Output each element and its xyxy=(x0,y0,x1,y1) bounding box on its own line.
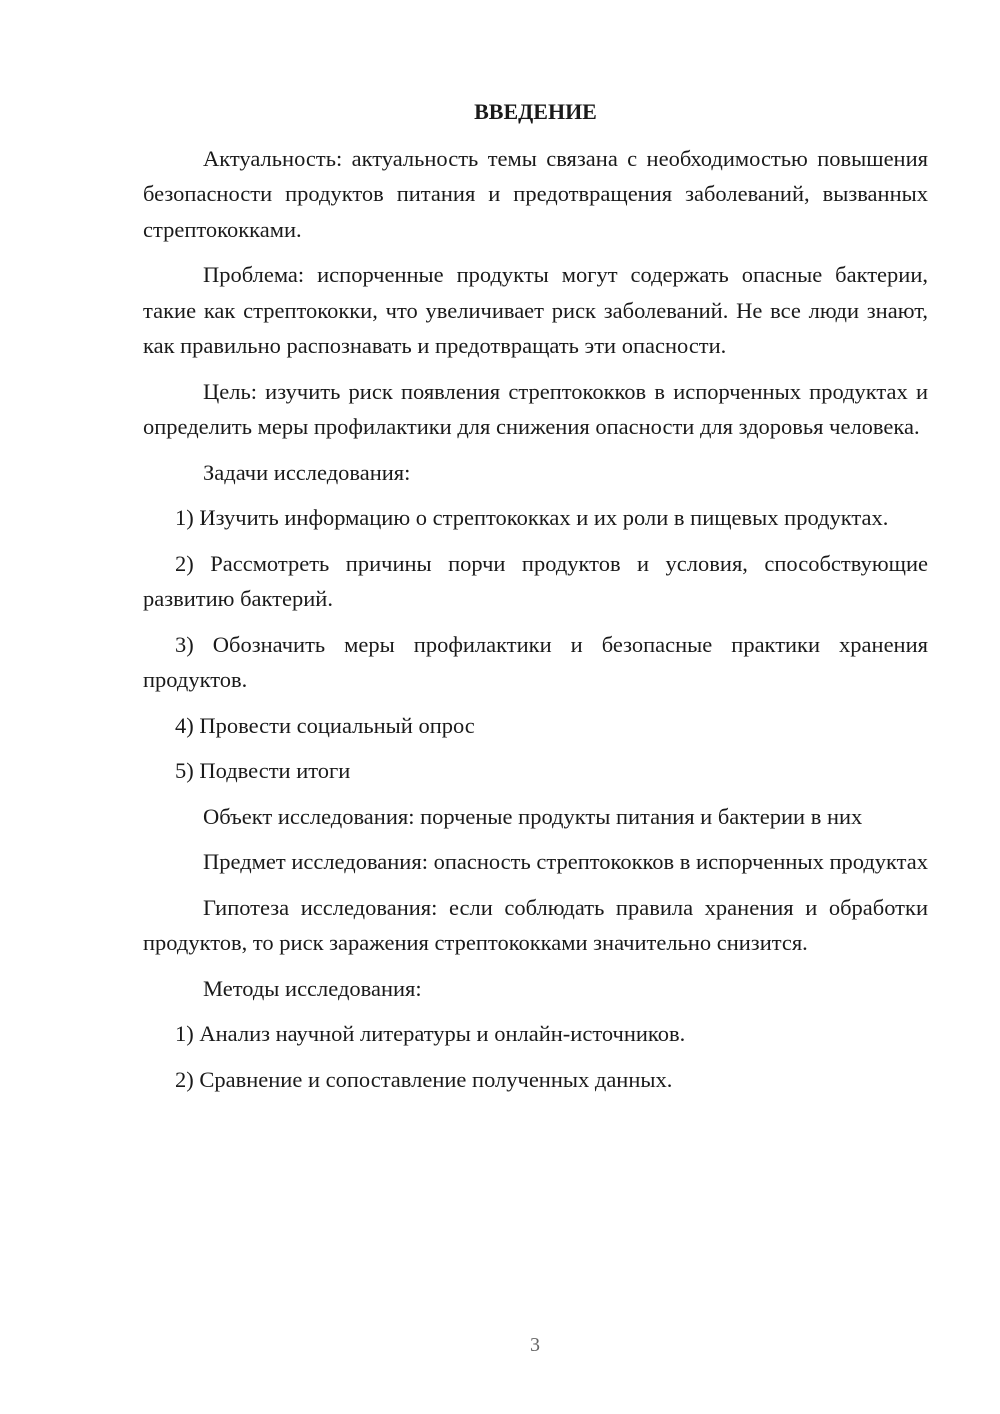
page-title: ВВЕДЕНИЕ xyxy=(474,99,597,124)
hypothesis-paragraph: Гипотеза исследования: если соблюдать правила хранения и обработки продуктов, то риск заражения стрептококками значительно снизится. xyxy=(143,894,928,955)
methods-heading: Методы исследования: xyxy=(203,975,422,1001)
relevance-paragraph: Актуальность: актуальность темы связана с необходимостью повышения безопасности продуктов питания и предотвращения заболеваний, вызванных стрептококками. xyxy=(143,145,928,242)
problem-paragraph: Проблема: испорченные продукты могут содержать опасные бактерии, такие как стрептококки, что увеличивает риск заболеваний. Не все люди знают, как правильно распознавать и предотвращать эти опасности. xyxy=(143,262,928,358)
subject-paragraph: Предмет исследования: опасность стрептококков в испорченных продуктах xyxy=(203,849,929,874)
method-item-2: 2) Сравнение и сопоставление полученных данных. xyxy=(175,1066,673,1092)
task-item-2: 2) Рассмотреть причины порчи продуктов и условия, способствующие развитию бактерий. xyxy=(143,550,928,611)
task-item-5: 5) Подвести итоги xyxy=(175,758,351,783)
page-content xyxy=(143,94,928,1107)
task-item-1: 1) Изучить информацию о стрептококках и их роли в пищевых продуктах. xyxy=(175,505,889,530)
tasks-heading: Задачи исследования: xyxy=(203,459,411,485)
task-item-4: 4) Провести социальный опрос xyxy=(175,712,475,738)
method-item-1: 1) Анализ научной литературы и онлайн-источников. xyxy=(175,1021,686,1046)
goal-paragraph: Цель: изучить риск появления стрептококков в испорченных продуктах и определить меры профилактики для снижения опасности для здоровья человека. xyxy=(143,378,928,439)
object-paragraph: Объект исследования: порченые продукты питания и бактерии в них xyxy=(203,803,863,829)
page-number: 3 xyxy=(530,1334,540,1356)
task-item-3: 3) Обозначить меры профилактики и безопасные практики хранения продуктов. xyxy=(143,631,928,692)
